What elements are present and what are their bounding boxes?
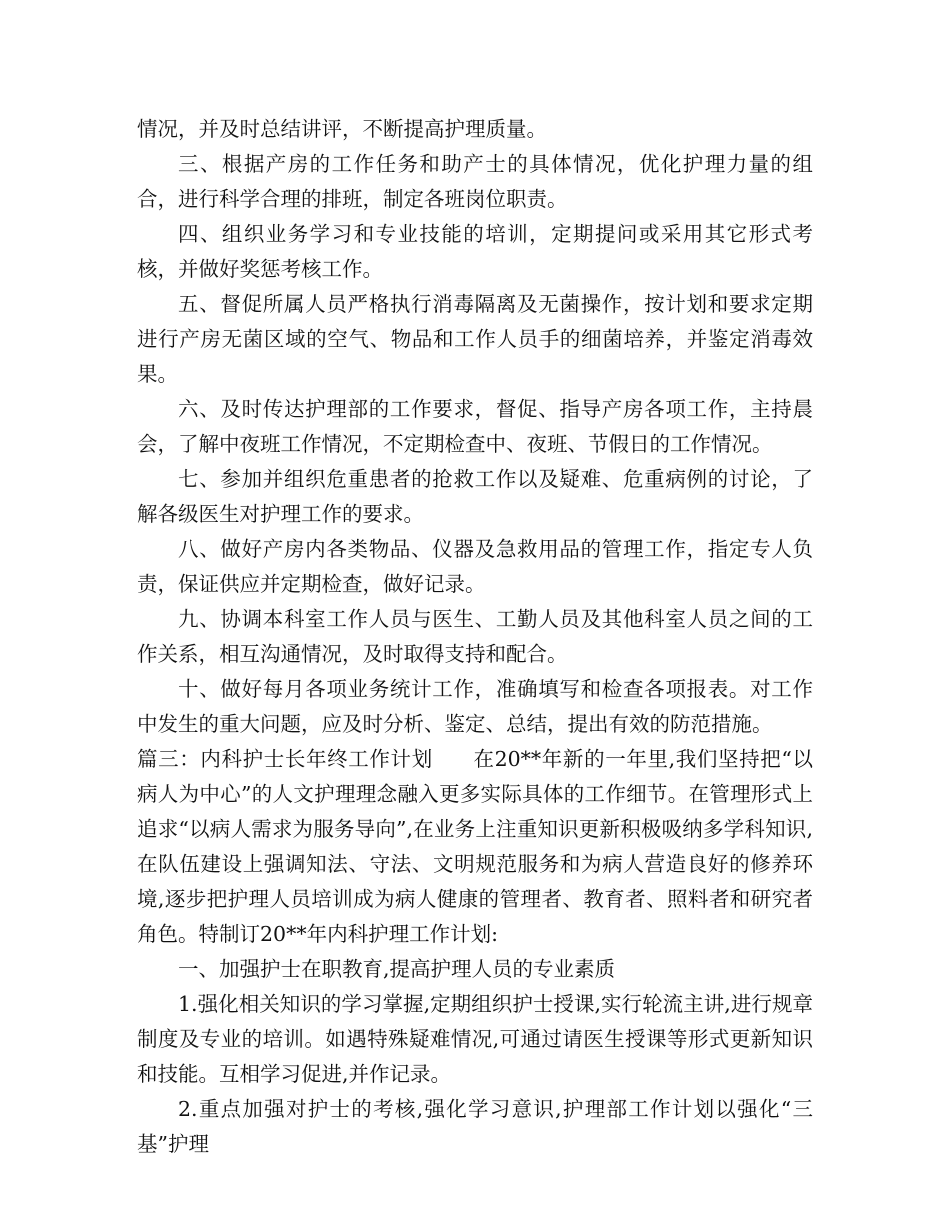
paragraph-item-5: 五、督促所属人员严格执行消毒隔离及无菌操作，按计划和要求定期进行产房无菌区域的空气、物品和工作人员手的细菌培养，并鉴定消毒效果。 xyxy=(137,292,813,386)
paragraph-item-10: 十、做好每月各项业务统计工作，准确填写和检查各项报表。对工作中发生的重大问题，应及时分析、鉴定、总结，提出有效的防范措施。 xyxy=(137,677,813,736)
section-paragraph xyxy=(137,742,813,952)
paragraph-item-4: 四、组织业务学习和专业技能的培训，定期提问或采用其它形式考核，并做好奖惩考核工作。 xyxy=(137,222,813,281)
paragraph-continuation: 情况，并及时总结讲评，不断提高护理质量。 xyxy=(137,117,547,141)
paragraph-point-2: 2.重点加强对护士的考核,强化学习意识,护理部工作计划以强化“三基”护理 xyxy=(137,1097,813,1156)
section-body: 在20**年新的一年里,我们坚持把“以病人为中心”的人文护理理念融入更多实际具体的工作细节。在管理形式上追求“以病人需求为服务导向”,在业务上注重知识更新积极吸纳多学科知识,在队伍建设上强调知法、守法、文明规范服务和为病人营造良好的修养环境,逐步把护理人员培训成为病人健康的管理者、教育者、照料者和研究者角色。特制订20**年内科护理工作计划: xyxy=(137,747,813,946)
subheading-one: 一、加强护士在职教育,提高护理人员的专业素质 xyxy=(178,957,616,981)
paragraph-point-1: 1.强化相关知识的学习掌握,定期组织护士授课,实行轮流主讲,进行规章制度及专业的培训。如遇特殊疑难情况,可通过请医生授课等形式更新知识和技能。互相学习促进,并作记录。 xyxy=(137,992,813,1086)
paragraph-item-3: 三、根据产房的工作任务和助产士的具体情况，优化护理力量的组合，进行科学合理的排班，制定各班岗位职责。 xyxy=(137,152,813,211)
paragraph-item-7: 七、参加并组织危重患者的抢救工作以及疑难、危重病例的讨论，了解各级医生对护理工作的要求。 xyxy=(137,467,813,526)
paragraph-item-9: 九、协调本科室工作人员与医生、工勤人员及其他科室人员之间的工作关系，相互沟通情况，及时取得支持和配合。 xyxy=(137,607,813,666)
document-body xyxy=(137,112,813,1162)
paragraph-item-8: 八、做好产房内各类物品、仪器及急救用品的管理工作，指定专人负责，保证供应并定期检查，做好记录。 xyxy=(137,537,813,596)
paragraph-item-6: 六、及时传达护理部的工作要求，督促、指导产房各项工作，主持晨会，了解中夜班工作情况，不定期检查中、夜班、节假日的工作情况。 xyxy=(137,397,813,456)
section-heading: 篇三：内科护士长年终工作计划 xyxy=(137,747,433,771)
